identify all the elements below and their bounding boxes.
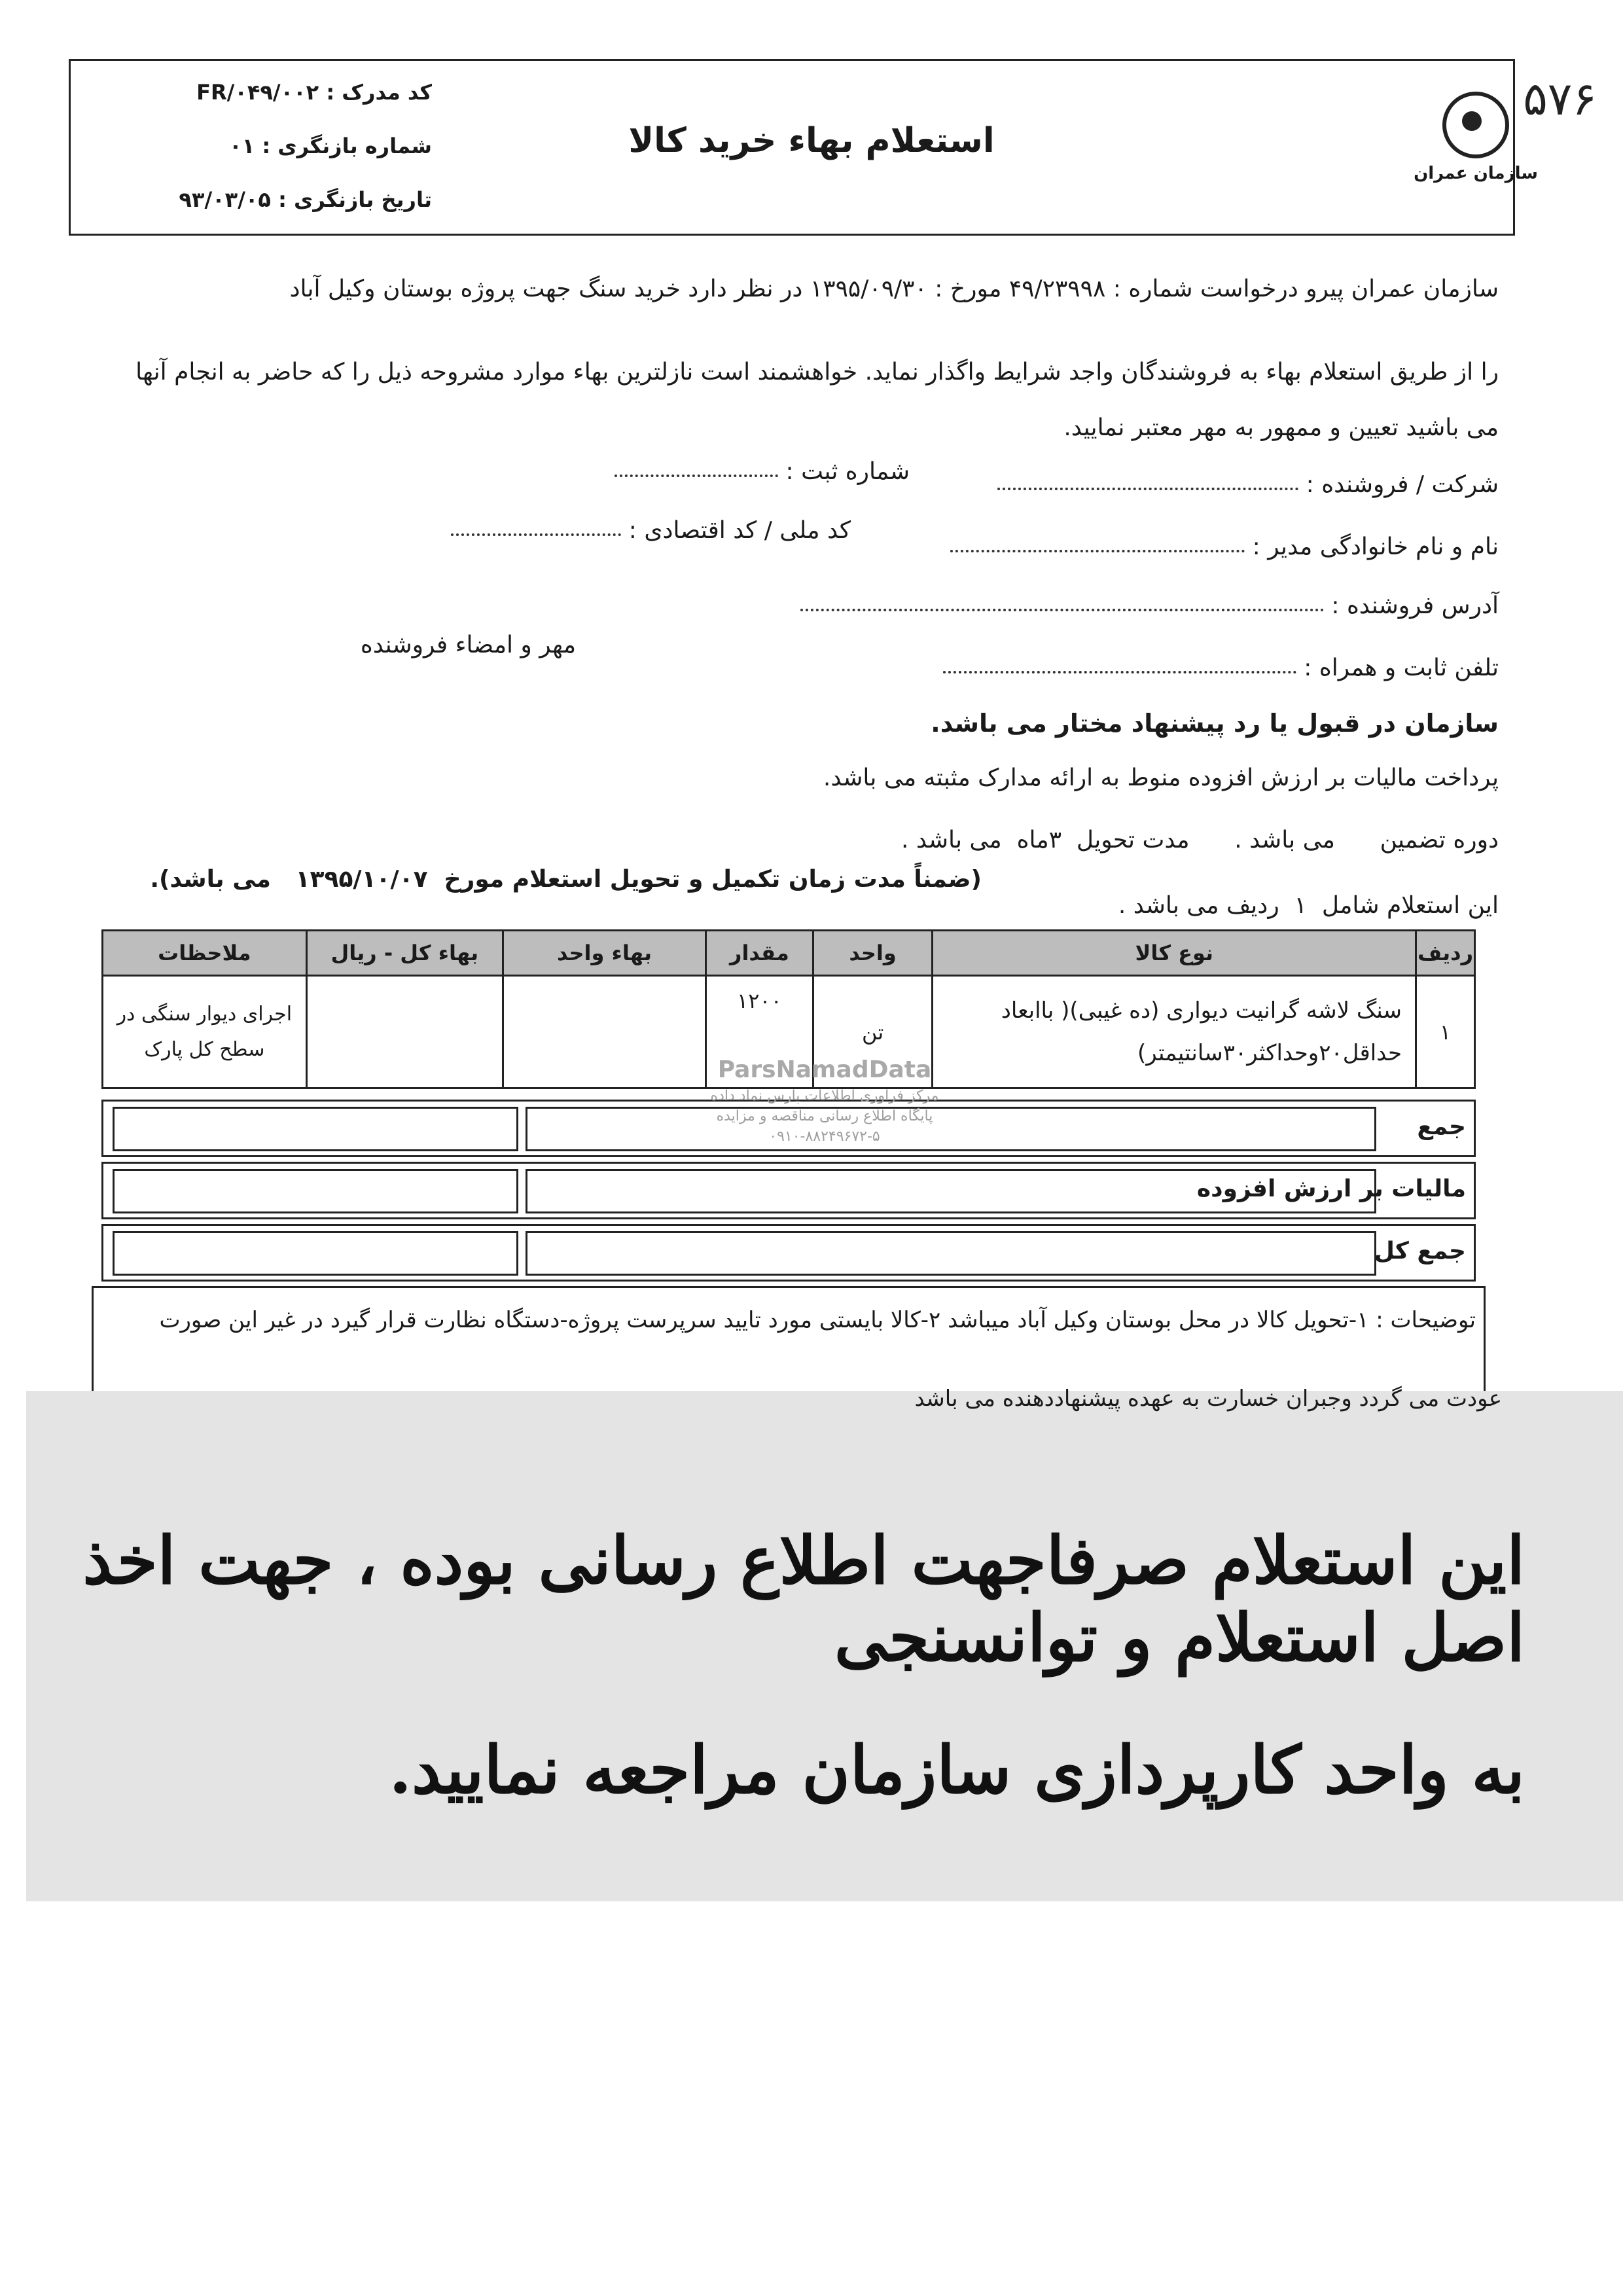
rows-count-term: این استعلام شامل ۱ ردیف می باشد .	[1118, 892, 1499, 919]
grand-total-label: جمع کل	[1374, 1238, 1466, 1265]
phone-label: تلفن ثابت و همراه :	[1304, 655, 1499, 681]
col-header-qty: مقدار	[706, 931, 813, 976]
doc-code: کد مدرک : FR/۰۴۹/۰۰۲	[196, 80, 432, 105]
registration-label: شماره ثبت :	[785, 458, 910, 485]
grand-total-spacer-box	[526, 1231, 1376, 1276]
intro-line-1: سازمان عمران پیرو درخواست شماره : ۴۹/۲۳۹۹۸ مورخ : ۱۳۹۵/۰۹/۳۰ در نظر دارد خرید سنگ جهت پروژه بوستان وکیل آباد	[289, 276, 1499, 302]
registration-field[interactable]	[615, 458, 910, 485]
manager-name-input-line[interactable]	[950, 543, 1245, 552]
phone-input-line[interactable]	[943, 664, 1296, 673]
cell-qty: ۱۲۰۰	[706, 976, 813, 1088]
intro-line-3: می باشید تعیین و ممهور به مهر معتبر نمایید.	[1063, 414, 1499, 441]
cell-total[interactable]	[306, 976, 503, 1088]
watermark-stamp	[654, 1054, 995, 1147]
logo-text: سازمان عمران	[1414, 164, 1538, 183]
col-header-unit: واحد	[813, 931, 933, 976]
sum-value-box[interactable]	[113, 1107, 518, 1151]
company-label: شرکت / فروشنده :	[1306, 471, 1499, 498]
col-header-notes: ملاحظات	[103, 931, 307, 976]
watermark-phone: ۰۹۱۰-۸۸۲۴۹۶۷۲-۵	[769, 1128, 880, 1145]
company-field[interactable]	[997, 471, 1499, 498]
cell-unit: تن	[813, 976, 933, 1088]
address-field[interactable]	[800, 592, 1499, 619]
seller-seal-label: مهر و امضاء فروشنده	[360, 632, 576, 658]
vat-label: مالیات بر ارزش افزوده	[1196, 1175, 1466, 1202]
national-code-label: کد ملی / کد اقتصادی :	[628, 517, 851, 544]
revision-number: شماره بازنگری : ۰۱	[229, 134, 432, 158]
revision-date: تاریخ بازنگری : ۹۳/۰۳/۰۵	[179, 187, 432, 212]
vat-row	[101, 1162, 1476, 1219]
handwritten-margin-number: ۵۷۶	[1523, 72, 1597, 126]
form-title: استعلام بهاء خرید کالا	[628, 121, 995, 160]
notice-line-2: به واحد کارپردازی سازمان مراجعه نمایید.	[389, 1731, 1525, 1808]
vat-value-box[interactable]	[113, 1169, 518, 1213]
national-code-field[interactable]	[451, 517, 851, 544]
company-input-line[interactable]	[997, 481, 1298, 490]
grand-total-row	[101, 1224, 1476, 1282]
manager-name-label: نام و نام خانوادگی مدیر :	[1252, 533, 1499, 560]
deadline-term: (ضمناً مدت زمان تکمیل و تحویل استعلام مورخ ۱۳۹۵/۱۰/۰۷ می باشد).	[150, 866, 982, 893]
sum-label: جمع	[1417, 1113, 1466, 1140]
cell-notes: اجرای دیوار سنگی در سطح کل پارک	[103, 976, 307, 1088]
accept-reject-term: سازمان در قبول یا رد پیشنهاد مختار می باشد.	[931, 709, 1499, 738]
intro-line-2: را از طریق استعلام بهاء به فروشندگان واجد شرایط واگذار نماید. خواهشمند است نازلترین بهاء موارد مشروحه ذیل را که حاضر به انجام آنها	[135, 359, 1499, 386]
registration-input-line[interactable]	[615, 468, 778, 477]
cell-row-number: ۱	[1416, 976, 1475, 1088]
col-header-unit-price: بهاء واحد	[503, 931, 705, 976]
national-code-input-line[interactable]	[451, 527, 621, 536]
grand-total-value-box[interactable]	[113, 1231, 518, 1276]
cell-item: سنگ لاشه گرانیت دیواری (ده غیبی)( باابعاد حداقل۲۰وحداکثر۳۰سانتیمتر)	[933, 976, 1416, 1088]
watermark-title: ParsNamadData	[717, 1056, 932, 1083]
notes-line-1: توضیحات : ۱-تحویل کالا در محل بوستان وکیل آباد میباشد ۲-کالا بایستی مورد تایید سرپرست پروژه-دستگاه نظارت قرار گیرد در غیر این صورت	[159, 1307, 1476, 1333]
vat-payment-term: پرداخت مالیات بر ارزش افزوده منوط به ارائه مدارک مثبته می باشد.	[823, 764, 1499, 791]
col-header-item: نوع کالا	[933, 931, 1416, 976]
warranty-term: دوره تضمین می باشد . مدت تحویل ۳ماه می باشد .	[901, 827, 1499, 853]
address-label: آدرس فروشنده :	[1331, 592, 1499, 619]
col-header-total: بهاء کل - ریال	[306, 931, 503, 976]
document-meta	[105, 65, 432, 226]
watermark-line-1: مرکز فراوری اطلاعات پارس نماد داده	[710, 1088, 939, 1105]
notes-line-2: عودت می گردد وجبران خسارت به عهده پیشنهاددهنده می باشد	[914, 1386, 1502, 1412]
notice-line-1: این استعلام صرفاجهت اطلاع رسانی بوده ، جهت اخذ اصل استعلام و توانسنجی	[82, 1522, 1525, 1676]
notice-overlay	[26, 1386, 1623, 1901]
phone-field[interactable]	[943, 655, 1499, 681]
address-input-line[interactable]	[800, 602, 1324, 611]
table-header-row	[103, 931, 1475, 976]
manager-name-field[interactable]	[950, 533, 1499, 560]
watermark-line-2: پایگاه اطلاع رسانی مناقصه و مزایده	[716, 1108, 933, 1125]
col-header-row: ردیف	[1416, 931, 1475, 976]
